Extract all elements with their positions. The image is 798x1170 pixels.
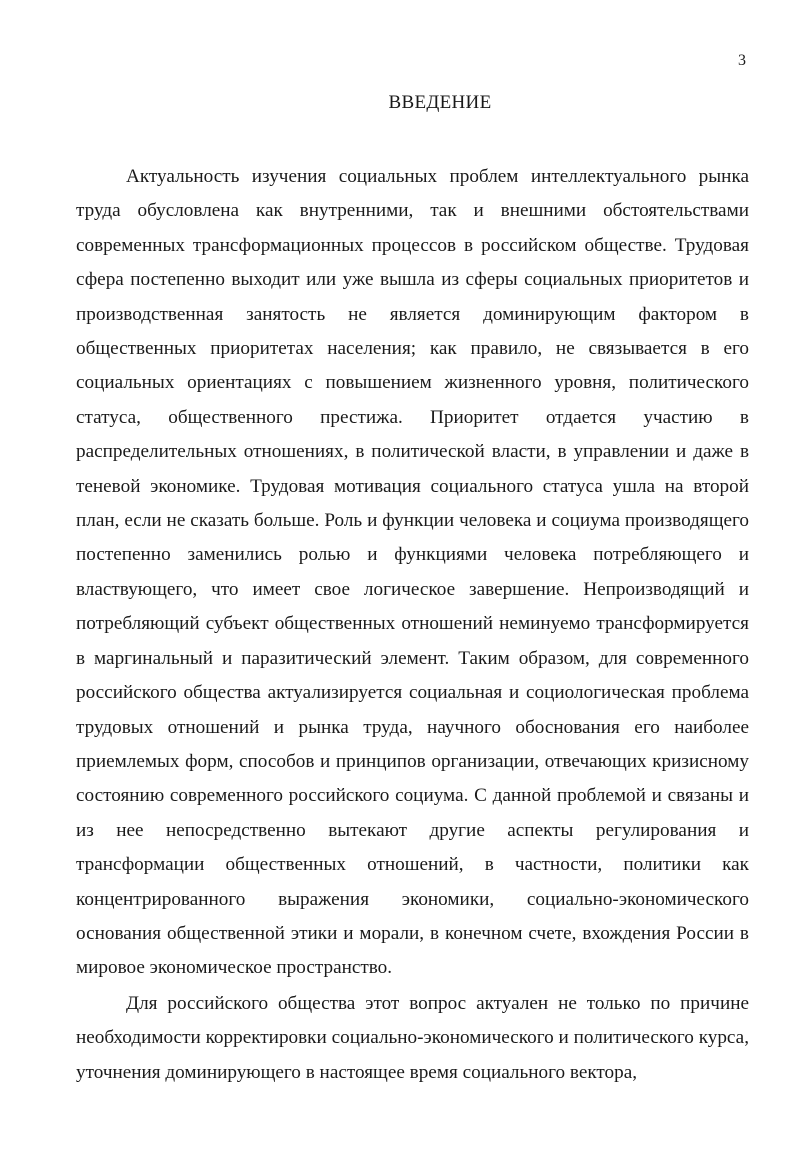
- page-title: ВВЕДЕНИЕ: [388, 92, 492, 113]
- document-body: [76, 160, 749, 1090]
- paragraph-1: Актуальность изучения социальных проблем интеллектуального рынка труда обусловлена как внутренними, так и внешними обстоятельствами современных трансформационных процессов в российском обществе. Трудовая сфера постепенно выходит или уже вышла из сферы социальных приоритетов и производственная занятость не является доминирующим фактором в общественных приоритетах населения; как правило, не связывается в его социальных ориентациях с повышением жизненного уровня, политического статуса, общественного престижа. Приоритет отдается участию в распределительных отношениях, в политической власти, в управлении и даже в теневой экономике. Трудовая мотивация социального статуса ушла на второй план, если не сказать больше. Роль и функции человека и социума производящего постепенно заменились ролью и функциями человека потребляющего и властвующего, что имеет свое логическое завершение. Непроизводящий и потребляющий субъект общественных отношений неминуемо трансформируется в маргинальный и паразитический элемент. Таким образом, для современного российского общества актуализируется социальная и социологическая проблема трудовых отношений и рынка труда, научного обоснования его наиболее приемлемых форм, способов и принципов организации, отвечающих кризисному состоянию современного российского социума. С данной проблемой и связаны и из нее непосредственно вытекают другие аспекты регулирования и трансформации общественных отношений, в частности, политики как концентрированного выражения экономики, социально-экономического основания общественной этики и морали, в конечном счете, вхождения России в мировое экономическое пространство.: [76, 166, 749, 979]
- paragraph-2: Для российского общества этот вопрос актуален не только по причине необходимости корректировки социально-экономического и политического курса, уточнения доминирующего в настоящее время социального вектора,: [76, 992, 749, 1083]
- page-number: 3: [738, 52, 746, 69]
